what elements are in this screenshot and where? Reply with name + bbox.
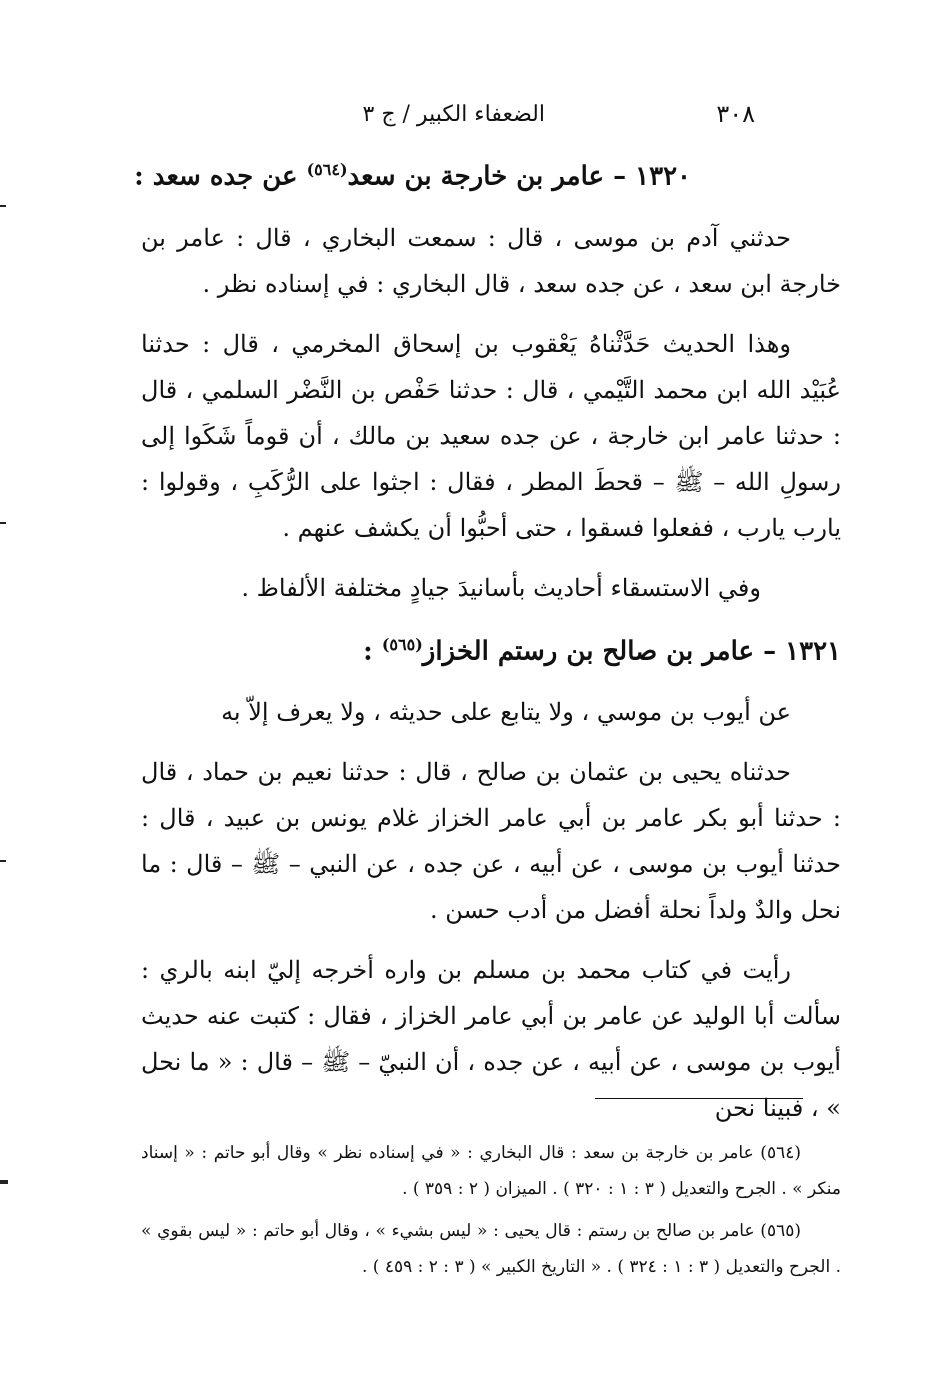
entry-heading-1321 [141,625,841,672]
paragraph: عن أيوب بن موسي ، ولا يتابع على حديثه ، ولا يعرف إلاّ به [221,698,791,727]
paragraph: حدثناه يحيى بن عثمان بن صالح ، قال : حدثنا نعيم بن حماد ، قال : حدثنا أبو بكر عامر بن أبي عامر الخزاز غلام يونس بن عبيد ، قال : حدثنا أيوب بن موسى ، عن أبيه ، عن جده ، عن النبي – ﷺ – قال : ما نحل والدٌ ولداً نحلة أفضل من أدب حسن . [141,758,841,925]
entry-heading-tail: عن جده سعد : [134,161,307,192]
footnotes [141,1135,841,1291]
footnote-565: (٥٦٥) عامر بن صالح بن رستم : قال يحيى : « ليس بشيء » ، وقال أبو حاتم : « ليس بقوي » . الجرح والتعديل ( ٣ : ١ : ٣٢٤ ) . « التاريخ الكبير » ( ٣ : ٢ : ٤٥٩ ) . [141,1221,841,1277]
main-text [134,150,841,1145]
margin-mark [0,1180,8,1184]
footnote-divider [595,1098,803,1099]
page-header [110,100,755,140]
margin-mark [0,205,6,207]
footnote-564: (٥٦٤) عامر بن خارجة بن سعد : قال البخاري : « في إسناده نظر » وقال أبو حاتم : « إسناد منكر » . الجرح والتعديل ( ٣ : ١ : ٣٢٠ ) . الميزان ( ٢ : ٣٥٩ ) . [141,1143,841,1199]
entry-heading-text: ١٣٢٠ – عامر بن خارجة بن سعد [347,161,691,192]
margin-mark [0,522,6,524]
page-number: ٣٠٨ [716,100,755,128]
paragraph: وهذا الحديث حَدَّثْناهُ يَعْقوب بن إسحاق المخرمي ، قال : حدثنا عُبَيْد الله ابن محمد التَّيْمي ، قال : حدثنا حَفْص بن النَّضْر السلمي ، قال : حدثنا عامر ابن خارجة ، عن جده سعيد بن مالك ، أن قوماً شَكَوا إلى رسولِ الله – ﷺ – قحطَ المطر ، فقال : اجثوا على الرُّكَبِ ، وقولوا : يارب يارب ، ففعلوا فسقوا ، حتى أحبُّوا أن يكشف عنهم . [141,329,841,542]
paragraph: رأيت في كتاب محمد بن مسلم بن واره أخرجه إليّ ابنه بالري : سألت أبا الوليد عن عامر بن أبي عامر الخزاز ، فقال : كتبت عنه حديث أيوب بن موسى ، عن أبيه ، عن جده ، أن النبيّ – ﷺ – قال : « ما نحل » ، فبينا نحن [141,956,841,1123]
paragraph: حدثني آدم بن موسى ، قال : سمعت البخاري ، قال : عامر بن خارجة ابن سعد ، عن جده سعد ، قال البخاري : في إسناده نظر . [141,223,841,298]
paragraph: وفي الاستسقاء أحاديث بأسانيدَ جيادٍ مختلفة الألفاظ . [241,573,761,602]
footnote-reference: (٥٦٤) [306,160,348,179]
running-title: الضعفاء الكبير / ج ٣ [362,102,545,127]
margin-mark [0,860,6,862]
entry-heading-text: ١٣٢١ – عامر بن صالح بن رستم الخزاز [422,636,841,667]
footnote-reference: (٥٦٥) [381,634,423,654]
entry-heading-tail: : [363,636,382,667]
entry-heading-1320 [134,150,841,197]
